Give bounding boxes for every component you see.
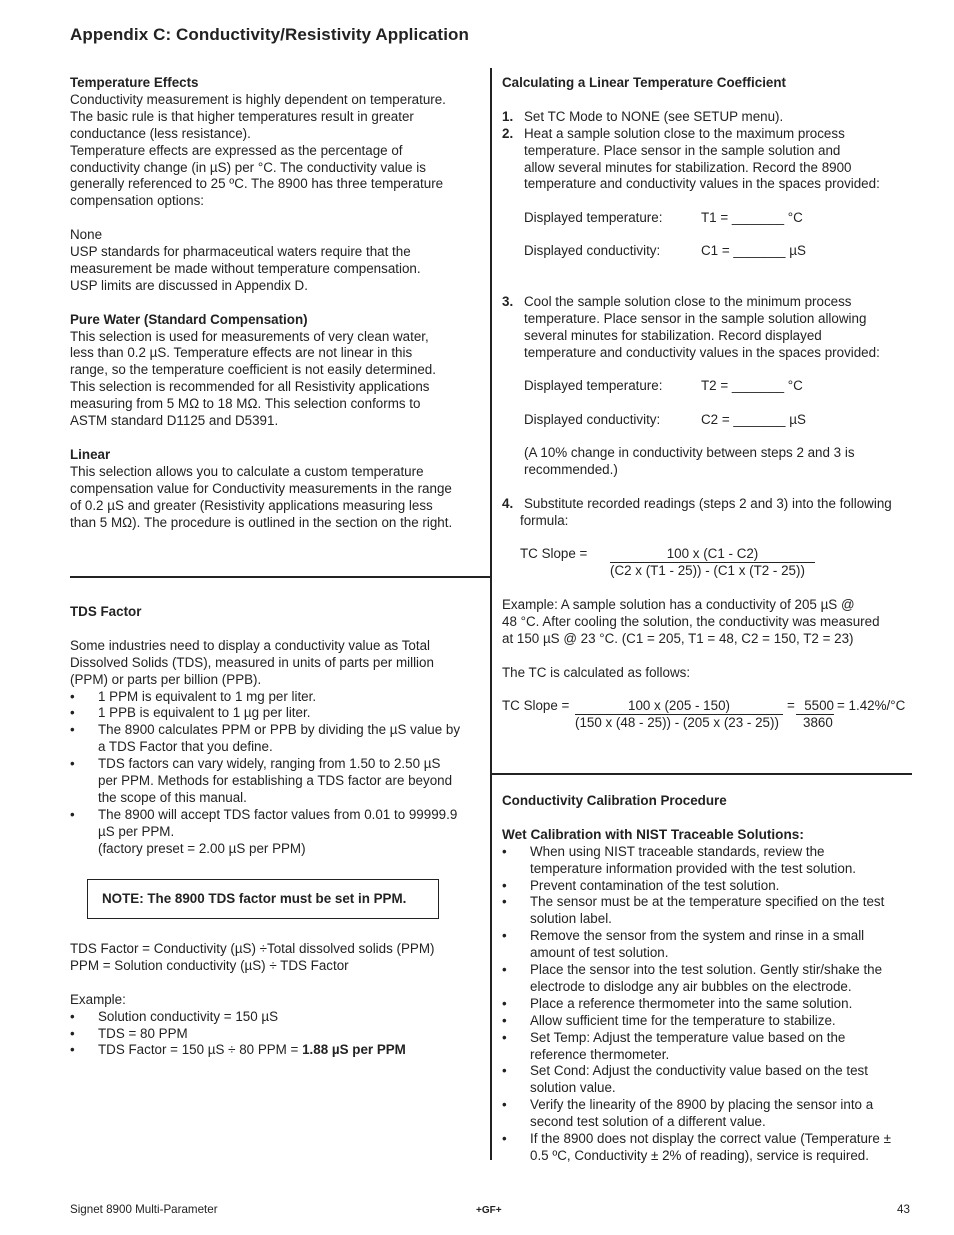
tc-step-2: 2. Heat a sample solution close to the maximum process temperature. Place sensor in the sample solution and allow several minutes for stabilization. Record the 8900 temperature and conductivity values in the spaces provided: (502, 125, 880, 192)
example-mid-denominator: 3860 (803, 715, 833, 730)
tds-intro-line: (PPM) or parts per billion (PPB). (70, 671, 262, 687)
page-title: Appendix C: Conductivity/Resistivity Application (70, 25, 469, 44)
tds-factor-section (70, 604, 480, 858)
list-item: • TDS = 80 PPM (70, 1026, 480, 1043)
t2-field: T2 = _______ °C (701, 378, 803, 393)
example-result: = 1.42%/°C (837, 698, 906, 713)
temp-line: conductivity change (in µS) per °C. The conductivity value is (70, 159, 426, 175)
section-divider-right (491, 773, 912, 775)
list-item: • When using NIST traceable standards, review the temperature information provided with the test solution. (502, 844, 912, 878)
list-item: • The 8900 calculates PPM or PPB by dividing the µS value by a TDS Factor that you define. (70, 722, 480, 756)
calibration-list (502, 844, 912, 1165)
list-item: • Solution conductivity = 150 µS (70, 1009, 480, 1026)
list-item: • Prevent contamination of the test solution. (502, 878, 912, 895)
list-item: • TDS factors can vary widely, ranging from 1.50 to 2.50 µS per PPM. Methods for establishing a TDS factor are beyond the scope of this manual. (70, 756, 480, 807)
c2-field: C2 = _______ µS (701, 412, 806, 427)
tc-formula-denominator: (C2 x (T1 - 25)) - (C1 x (T2 - 25)) (610, 563, 805, 578)
tds-formula-2: PPM = Solution conductivity (µS) ÷ TDS Factor (70, 957, 349, 973)
list-item: • The 8900 will accept TDS factor values from 0.01 to 99999.9 µS per PPM. (factory preset = 2.00 µS per PPM) (70, 807, 480, 858)
example-formula-denominator: (150 x (48 - 25)) - (205 x (23 - 25)) (575, 715, 779, 730)
list-item: • 1 PPB is equivalent to 1 µg per liter. (70, 705, 480, 722)
example-equals: = (787, 698, 795, 713)
linear-tc-heading: Calculating a Linear Temperature Coefficient (502, 75, 786, 90)
linear-line: compensation value for Conductivity measurements in the range (70, 480, 452, 496)
temp-line: generally referenced to 25 ºC. The 8900 has three temperature (70, 176, 444, 192)
list-item: • Allow sufficient time for the temperature to stabilize. (502, 1013, 912, 1030)
pure-line: This selection is recommended for all Resistivity applications (70, 379, 430, 395)
pure-line: ASTM standard D1125 and D5391. (70, 413, 279, 429)
linear-line: of 0.2 µS and greater (Resistivity applications measuring less (70, 497, 433, 513)
linear-tc-section (502, 75, 912, 193)
list-item: • Set Cond: Adjust the conductivity value based on the test solution value. (502, 1063, 912, 1097)
tds-formulas (70, 941, 480, 1059)
tc-step-3-item: 3. Cool the sample solution close to the minimum process temperature. Place sensor in the sample solution allowing several minutes for stabilization. Record displayed temperature and conductivity values in the spaces provided: (502, 294, 880, 360)
tds-note-box: NOTE: The 8900 TDS factor must be set in PPM. (87, 879, 439, 919)
pure-line: This selection is used for measurements of very clean water, (70, 328, 429, 344)
page-number: 43 (897, 1203, 910, 1216)
gf-logo: +GF+ (476, 1205, 502, 1216)
c1-field: C1 = _______ µS (701, 243, 806, 258)
list-item: • Place the sensor into the test solution. Gently stir/shake the electrode to dislodge any air bubbles on the electrode. (502, 962, 912, 996)
pure-line: measuring from 5 MΩ to 18 MΩ. This selection conforms to (70, 396, 421, 412)
none-line: USP limits are discussed in Appendix D. (70, 277, 308, 293)
temperature-effects-section (70, 75, 480, 531)
temperature-effects-heading: Temperature Effects (70, 75, 199, 90)
tds-bullet-list (70, 689, 480, 858)
disp-cond-label-2: Displayed conductivity: (524, 412, 661, 427)
t1-field: T1 = _______ °C (701, 210, 803, 225)
calibration-section (502, 793, 912, 1165)
list-item: • Verify the linearity of the 8900 by placing the sensor into a second test solution of a different value. (502, 1097, 912, 1131)
tc-formula-label: TC Slope = (520, 546, 588, 561)
tds-intro-line: Some industries need to display a conductivity value as Total (70, 637, 431, 653)
tc-formula-numerator: 100 x (C1 - C2) (666, 546, 759, 561)
tc-step-1: 1. Set TC Mode to NONE (see SETUP menu). (502, 108, 784, 124)
tc-step-3 (502, 294, 912, 362)
tc-example: Example: A sample solution has a conductivity of 205 µS @ 48 °C. After cooling the solution, the conductivity was measured at 150 µS @ 23 °C. (C1 = 205, T1 = 48, C2 = 150, T2 = 23) The TC is calculated as follows: (502, 597, 880, 680)
disp-cond-label-1: Displayed conductivity: (524, 243, 661, 258)
pure-water-heading: Pure Water (Standard Compensation) (70, 311, 308, 327)
example-mid-numerator: 5500 (804, 698, 834, 713)
column-divider (490, 68, 492, 1160)
example-formula-numerator: 100 x (205 - 150) (628, 698, 730, 713)
list-item: • If the 8900 does not display the correct value (Temperature ± 0.5 ºC, Conductivity ± 2% of reading), service is required. (502, 1131, 912, 1165)
pure-line: range, so the temperature coefficient is not easily determined. (70, 362, 436, 378)
calibration-subheading: Wet Calibration with NIST Traceable Solutions: (502, 826, 804, 842)
none-line: USP standards for pharmaceutical waters require that the (70, 244, 411, 260)
tds-example-result: 1.88 µS per PPM (302, 1042, 406, 1058)
disp-temp-label-1: Displayed temperature: (524, 210, 663, 225)
pure-line: less than 0.2 µS. Temperature effects are not linear in this (70, 345, 413, 361)
none-line: measurement be made without temperature compensation. (70, 260, 421, 276)
linear-heading: Linear (70, 446, 111, 462)
temp-line: conductance (less resistance). (70, 125, 251, 141)
list-item: • 1 PPM is equivalent to 1 mg per liter. (70, 689, 480, 706)
example-formula-label: TC Slope = (502, 698, 570, 713)
list-item: • Remove the sensor from the system and rinse in a small amount of test solution. (502, 928, 912, 962)
tds-formula-1: TDS Factor = Conductivity (µS) ÷Total dissolved solids (PPM) (70, 941, 435, 956)
tds-intro-line: Dissolved Solids (TDS), measured in units of parts per million (70, 654, 434, 670)
temp-line: Conductivity measurement is highly dependent on temperature. (70, 91, 446, 107)
list-item: • TDS Factor = 150 µS ÷ 80 PPM = 1.88 µS per PPM (70, 1042, 480, 1059)
recommendation-note: (A 10% change in conductivity between steps 2 and 3 is recommended.) (524, 445, 855, 477)
list-item: • Set Temp: Adjust the temperature value based on the reference thermometer. (502, 1030, 912, 1064)
list-item: • Place a reference thermometer into the same solution. (502, 996, 912, 1013)
temp-line: The basic rule is that higher temperatures result in greater (70, 108, 414, 124)
tc-steps (502, 109, 912, 194)
linear-line: This selection allows you to calculate a custom temperature (70, 463, 424, 479)
linear-line: than 5 MΩ). The procedure is outlined in the section on the right. (70, 514, 453, 530)
list-item: • The sensor must be at the temperature specified on the test solution label. (502, 894, 912, 928)
tds-heading: TDS Factor (70, 604, 142, 619)
disp-temp-label-2: Displayed temperature: (524, 378, 663, 393)
tc-step-4: 4. Substitute recorded readings (steps 2 and 3) into the following formula: (502, 496, 892, 528)
tds-example-list (70, 1009, 480, 1060)
section-divider-left (70, 576, 491, 578)
temp-line: compensation options: (70, 193, 204, 209)
tds-example-label: Example: (70, 991, 126, 1007)
none-heading: None (70, 227, 103, 243)
temp-line: Temperature effects are expressed as the percentage of (70, 142, 403, 158)
calibration-heading: Conductivity Calibration Procedure (502, 793, 727, 808)
footer-product-name: Signet 8900 Multi-Parameter (70, 1203, 218, 1216)
